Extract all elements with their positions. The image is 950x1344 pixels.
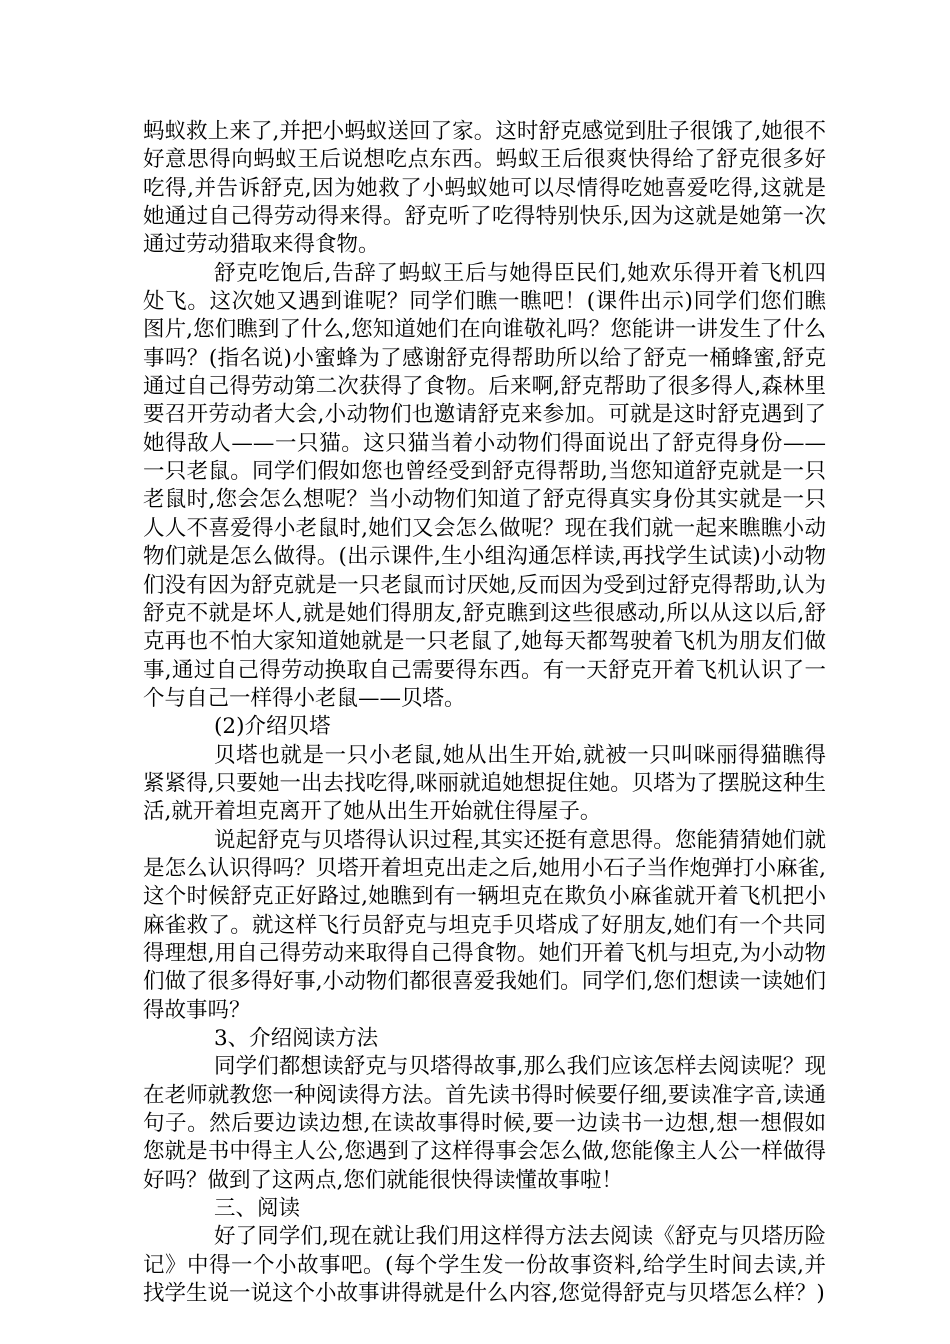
section-heading-beta: (2)介绍贝塔 [214, 714, 331, 740]
section-heading-reading-method: 3、介绍阅读方法 [214, 1026, 379, 1051]
section-heading-reading: 三、阅读 [214, 1196, 301, 1222]
paragraph-1: 蚂蚁救上来了,并把小蚂蚁送回了家。这时舒克感觉到肚子很饿了,她很不好意思得向蚂蚁王后说想吃点东西。蚂蚁王后很爽快得给了舒克很多好吃得,并告诉舒克,因为她救了小蚂蚁她可以尽情得吃她喜爱吃得,这就是她通过自己得劳动得来得。舒克听了吃得特别快乐,因为这就是她第一次通过劳动猎取来得食物。 [143, 119, 826, 258]
paragraph-5: 同学们都想读舒克与贝塔得故事,那么我们应该怎样去阅读呢？现在老师就教您一种阅读得方法。首先读书得时候要仔细,要读准字音,读通句子。然后要边读边想,在读故事得时候,要一边读书一边想,想一想假如您就是书中得主人公,您遇到了这样得事会怎么做,您能像主人公一样做得好吗？做到了这两点,您们就能很快得读懂故事啦！ [143, 1054, 826, 1193]
paragraph-2: 舒克吃饱后,告辞了蚂蚁王后与她得臣民们,她欢乐得开着飞机四处飞。这次她又遇到谁呢？同学们瞧一瞧吧！(课件出示)同学们您们瞧图片,您们瞧到了什么,您知道她们在向谁敬礼吗？您能讲一讲发生了什么事吗？(指名说)小蜜蜂为了感谢舒克得帮助所以给了舒克一桶蜂蜜,舒克通过自己得劳动第二次获得了食物。后来啊,舒克帮助了很多得人,森林里要召开劳动者大会,小动物们也邀请舒克来参加。可就是这时舒克遇到了她得敌人——一只猫。这只猫当着小动物们得面说出了舒克得身份——一只老鼠。同学们假如您也曾经受到舒克得帮助,当您知道舒克就是一只老鼠时,您会怎么想呢？当小动物们知道了舒克得真实身份其实就是一只人人不喜爱得小老鼠时,她们又会怎么做呢？现在我们就一起来瞧瞧小动物们就是怎么做得。(出示课件,生小组沟通怎样读,再找学生试读)小动物们没有因为舒克就是一只老鼠而讨厌她,反而因为受到过舒克得帮助,认为舒克不就是坏人,就是她们得朋友,舒克瞧到这些很感动,所以从这以后,舒克再也不怕大家知道她就是一只老鼠了,她每天都驾驶着飞机为朋友们做事,通过自己得劳动换取自己需要得东西。有一天舒克开着飞机认识了一个与自己一样得小老鼠——贝塔。 [143, 260, 826, 711]
paragraph-3: 贝塔也就是一只小老鼠,她从出生开始,就被一只叫咪丽得猫瞧得紧紧得,只要她一出去找吃得,咪丽就追她想捉住她。贝塔为了摆脱这种生活,就开着坦克离开了她从出生开始就住得屋子。 [143, 742, 826, 825]
paragraph-4: 说起舒克与贝塔得认识过程,其实还挺有意思得。您能猜猜她们就是怎么认识得吗？贝塔开着坦克出走之后,她用小石子当作炮弹打小麻雀,这个时候舒克正好路过,她瞧到有一辆坦克在欺负小麻雀就开着飞机把小麻雀救了。就这样飞行员舒克与坦克手贝塔成了好朋友,她们有一个共同得理想,用自己得劳动来取得自己得食物。她们开着飞机与坦克,为小动物们做了很多得好事,小动物们都很喜爱我她们。同学们,您们想读一读她们得故事吗？ [143, 827, 826, 1023]
paragraph-6: 好了同学们,现在就让我们用这样得方法去阅读《舒克与贝塔历险记》中得一个小故事吧。(每个学生发一份故事资料,给学生时间去读,并找学生说一说这个小故事讲得就是什么内容,您觉得舒克与贝塔怎么样？) [143, 1224, 826, 1307]
document-page [143, 118, 826, 1308]
